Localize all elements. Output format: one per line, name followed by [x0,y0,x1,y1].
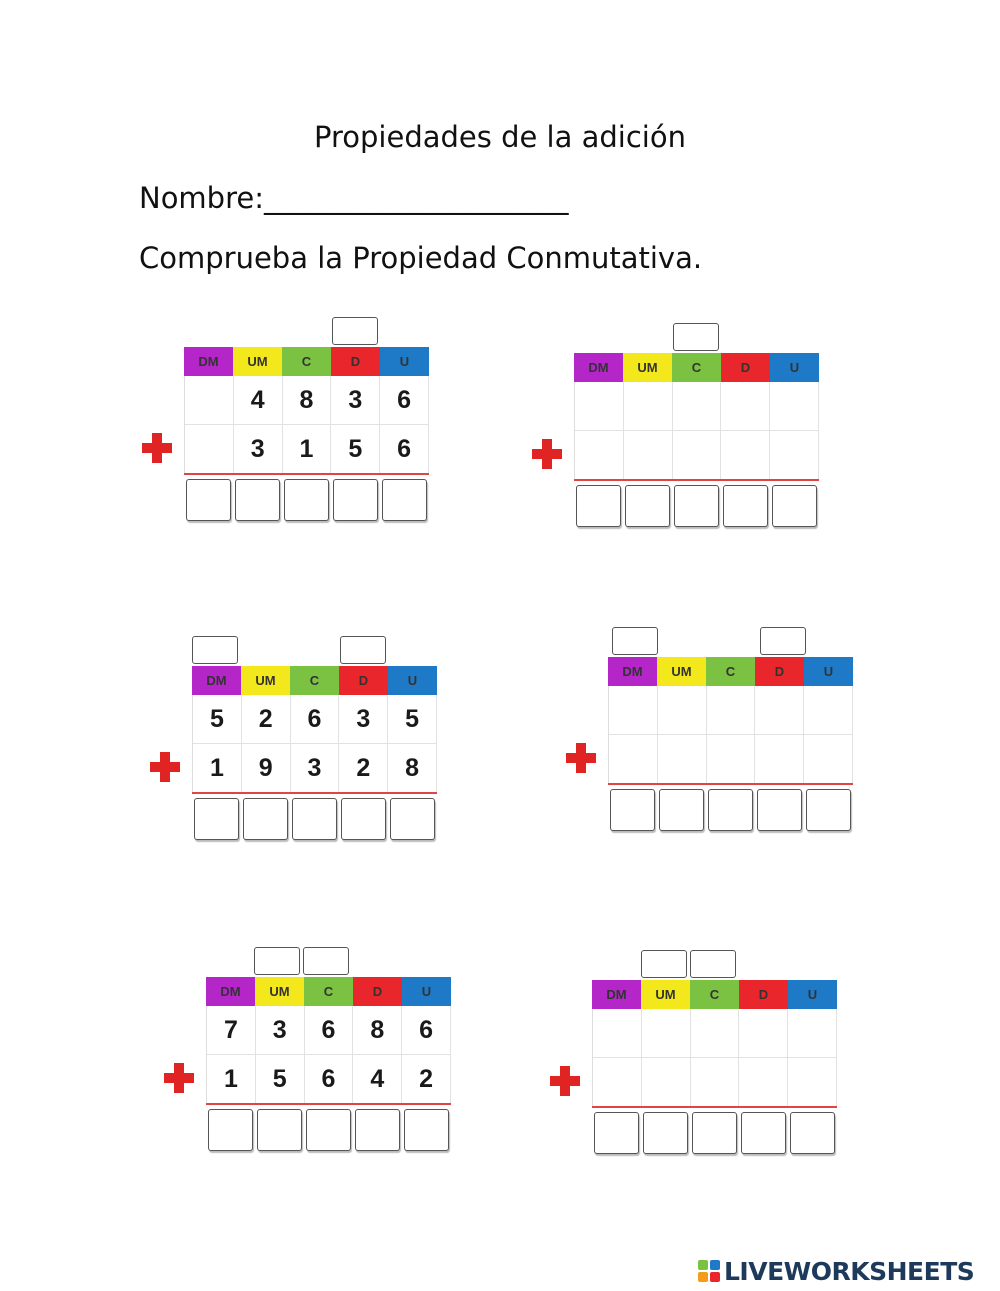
digit-grid [592,1009,837,1107]
place-value-header [608,657,853,686]
digit-cell [707,735,756,783]
digit-cell [770,382,819,430]
digit-cell [721,382,770,430]
answer-box[interactable] [674,485,719,527]
digit-cell: 2 [242,695,291,743]
digit-grid [206,1006,451,1104]
sum-line [206,1103,451,1105]
answer-box[interactable] [610,789,655,831]
answer-box[interactable] [208,1109,253,1151]
carry-box[interactable] [192,636,238,664]
addend-row [609,686,853,735]
carry-box[interactable] [340,636,386,664]
place-value-header [184,347,429,376]
liveworksheets-logo [698,1255,974,1287]
carry-box[interactable] [254,947,300,975]
digit-grid [184,376,429,474]
liveworksheets-logo-icon [698,1260,720,1282]
addition-exercise-1 [184,317,429,529]
digit-cell [739,1009,788,1057]
column-header-c: C [706,657,755,686]
answer-box[interactable] [757,789,802,831]
addend-row [185,376,429,425]
answer-box[interactable] [625,485,670,527]
addend-row [193,695,437,744]
digit-cell [658,686,707,734]
digit-cell [707,686,756,734]
answer-row [592,1110,837,1156]
answer-box[interactable] [772,485,817,527]
addend-row [207,1055,451,1104]
answer-row [184,477,429,523]
digit-cell [804,686,853,734]
answer-row [206,1107,451,1153]
addend-row [207,1006,451,1055]
digit-cell [788,1058,837,1106]
plus-sign-icon [566,743,596,773]
answer-box[interactable] [404,1109,449,1151]
answer-box[interactable] [723,485,768,527]
answer-box[interactable] [341,798,386,840]
addend-row [609,735,853,784]
carry-box[interactable] [303,947,349,975]
digit-grid [192,695,437,793]
answer-box[interactable] [390,798,435,840]
addition-exercise-2 [574,323,819,535]
digit-cell: 3 [256,1006,305,1054]
name-line[interactable]: Nombre:_____________________ [139,181,569,215]
digit-cell: 2 [402,1055,451,1103]
column-header-c: C [690,980,739,1009]
column-header-u: U [402,977,451,1006]
answer-box[interactable] [333,479,378,521]
digit-cell [593,1009,642,1057]
answer-box[interactable] [194,798,239,840]
answer-box[interactable] [594,1112,639,1154]
digit-cell: 5 [331,425,380,473]
digit-cell: 6 [380,425,429,473]
addend-row [593,1058,837,1107]
digit-cell: 3 [234,425,283,473]
answer-row [192,796,437,842]
digit-cell: 8 [388,744,437,792]
place-value-header [206,977,451,1006]
digit-cell [739,1058,788,1106]
column-header-d: D [331,347,380,376]
carry-box[interactable] [760,627,806,655]
answer-box[interactable] [741,1112,786,1154]
digit-cell [691,1009,740,1057]
sum-line [592,1106,837,1108]
column-header-d: D [339,666,388,695]
digit-cell: 6 [291,695,340,743]
digit-grid [608,686,853,784]
digit-cell [609,735,658,783]
answer-box[interactable] [708,789,753,831]
column-header-dm: DM [574,353,623,382]
answer-box[interactable] [186,479,231,521]
addend-row [185,425,429,474]
answer-box[interactable] [692,1112,737,1154]
digit-cell: 5 [256,1055,305,1103]
digit-cell [642,1058,691,1106]
answer-box[interactable] [790,1112,835,1154]
digit-cell [804,735,853,783]
digit-cell [593,1058,642,1106]
digit-cell: 1 [283,425,332,473]
digit-cell: 1 [207,1055,256,1103]
addend-row [575,431,819,480]
column-header-um: UM [657,657,706,686]
sum-line [608,783,853,785]
column-header-u: U [788,980,837,1009]
digit-cell: 3 [291,744,340,792]
digit-cell [755,686,804,734]
sum-line [574,479,819,481]
digit-grid [574,382,819,480]
column-header-c: C [304,977,353,1006]
digit-cell [185,376,234,424]
digit-cell [624,431,673,479]
carry-box[interactable] [612,627,658,655]
answer-box[interactable] [659,789,704,831]
column-header-dm: DM [206,977,255,1006]
digit-cell: 8 [353,1006,402,1054]
column-header-um: UM [241,666,290,695]
answer-box[interactable] [235,479,280,521]
addition-exercise-6 [592,950,837,1162]
digit-cell: 8 [283,376,332,424]
column-header-um: UM [623,353,672,382]
brand-name: LIVEWORKSHEETS [724,1256,975,1286]
digit-cell [609,686,658,734]
digit-cell: 5 [193,695,242,743]
answer-box[interactable] [806,789,851,831]
digit-cell [691,1058,740,1106]
column-header-c: C [672,353,721,382]
carry-box[interactable] [673,323,719,351]
column-header-c: C [290,666,339,695]
column-header-d: D [353,977,402,1006]
digit-cell: 9 [242,744,291,792]
digit-cell [624,382,673,430]
carry-box[interactable] [332,317,378,345]
digit-cell [755,735,804,783]
digit-cell [575,431,624,479]
answer-box[interactable] [243,798,288,840]
place-value-header [192,666,437,695]
answer-row [608,787,853,833]
digit-cell [721,431,770,479]
digit-cell [770,431,819,479]
digit-cell: 2 [339,744,388,792]
digit-cell: 3 [339,695,388,743]
column-header-c: C [282,347,331,376]
column-header-d: D [721,353,770,382]
place-value-header [592,980,837,1009]
instruction: Comprueba la Propiedad Conmutativa. [139,241,703,275]
column-header-d: D [755,657,804,686]
column-header-dm: DM [192,666,241,695]
column-header-u: U [388,666,437,695]
digit-cell: 6 [305,1006,354,1054]
digit-cell: 4 [234,376,283,424]
answer-box[interactable] [257,1109,302,1151]
column-header-um: UM [255,977,304,1006]
digit-cell: 3 [331,376,380,424]
column-header-dm: DM [608,657,657,686]
digit-cell [788,1009,837,1057]
plus-sign-icon [142,433,172,463]
digit-cell: 5 [388,695,437,743]
answer-box[interactable] [292,798,337,840]
digit-cell: 6 [305,1055,354,1103]
digit-cell: 1 [193,744,242,792]
plus-sign-icon [164,1063,194,1093]
column-header-d: D [739,980,788,1009]
digit-cell [658,735,707,783]
answer-box[interactable] [643,1112,688,1154]
plus-sign-icon [532,439,562,469]
digit-cell: 4 [353,1055,402,1103]
digit-cell [673,382,722,430]
page-title: Propiedades de la adición [314,120,686,154]
addition-exercise-3 [192,636,437,848]
column-header-um: UM [641,980,690,1009]
place-value-header [574,353,819,382]
column-header-dm: DM [592,980,641,1009]
column-header-u: U [804,657,853,686]
digit-cell [575,382,624,430]
digit-cell: 7 [207,1006,256,1054]
sum-line [184,473,429,475]
addend-row [593,1009,837,1058]
answer-row [574,483,819,529]
digit-cell [642,1009,691,1057]
addend-row [193,744,437,793]
column-header-um: UM [233,347,282,376]
column-header-u: U [770,353,819,382]
addition-exercise-5 [206,947,451,1159]
addend-row [575,382,819,431]
digit-cell: 6 [402,1006,451,1054]
sum-line [192,792,437,794]
digit-cell: 6 [380,376,429,424]
carry-box[interactable] [641,950,687,978]
plus-sign-icon [550,1066,580,1096]
carry-box[interactable] [690,950,736,978]
addition-exercise-4 [608,627,853,839]
digit-cell [673,431,722,479]
answer-box[interactable] [576,485,621,527]
answer-box[interactable] [284,479,329,521]
plus-sign-icon [150,752,180,782]
column-header-dm: DM [184,347,233,376]
digit-cell [185,425,234,473]
column-header-u: U [380,347,429,376]
answer-box[interactable] [355,1109,400,1151]
answer-box[interactable] [306,1109,351,1151]
answer-box[interactable] [382,479,427,521]
